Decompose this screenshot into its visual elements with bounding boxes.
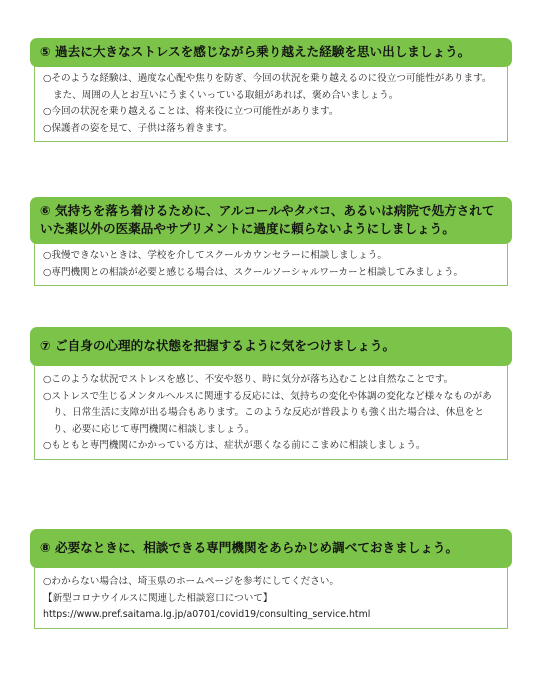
section-5-body [34,63,508,142]
section-7-body [34,362,508,460]
section-8-title: ⑧ 必要なときに、相談できる専門機関をあらかじめ調べておきましょう。 [30,529,512,568]
section-7-item: ○ストレスで生じるメンタルヘルスに関連する反応には、気持ちの変化や体調の変化など様々なものがあり、日常生活に支障が出る場合もあります。このような反応が普段よりも強く出た場合は、休息をとり、必要に応じて専門機関に相談しましょう。 [43,390,492,435]
section-6 [30,197,512,286]
consultation-url[interactable]: https://www.pref.saitama.lg.jp/a0701/covid19/consulting_service.html [43,609,371,620]
section-7 [30,327,512,460]
section-5-item: ○今回の状況を乗り越えることは、将来役に立つ可能性があります。 [43,106,339,117]
consultation-heading: 【新型コロナウイルスに関連した相談窓口について】 [43,592,273,604]
section-6-body [34,240,508,286]
section-8 [30,529,512,629]
section-6-item: ○専門機関との相談が必要と感じる場合は、スクールソーシャルワーカーと相談してみましょう。 [43,266,464,278]
section-8-body [34,564,508,629]
section-7-item: ○もともと専門機関にかかっている方は、症状が悪くなる前にこまめに相談しましょう。 [43,440,426,451]
section-5-item: ○そのような経験は、過度な心配や焦りを防ぎ、今回の状況を乗り越えるのに役立つ可能性があります。また、周囲の人とお互いにうまくいっている取組があれば、褒め合いましょう。 [43,73,492,101]
section-5-item: ○保護者の姿を見て、子供は落ち着きます。 [43,122,233,134]
section-6-title: ⑥ 気持ちを落ち着けるために、アルコールやタバコ、あるいは病院で処方されていた薬以外の医薬品やサプリメントに過度に頼らないようにしましょう。 [30,197,512,244]
section-5-title: ⑤ 過去に大きなストレスを感じながら乗り越えた経験を思い出しましょう。 [30,38,512,67]
section-5 [30,38,512,142]
section-7-item: ○このような状況でストレスを感じ、不安や怒り、時に気分が落ち込むことは自然なことです。 [43,374,454,385]
section-6-item: ○我慢できないときは、学校を介してスクールカウンセラーに相談しましょう。 [43,250,387,261]
section-7-title: ⑦ ご自身の心理的な状態を把握するように気をつけましょう。 [30,327,512,366]
section-8-item: ○わからない場合は、埼玉県のホームページを参考にしてください。 [43,576,339,587]
